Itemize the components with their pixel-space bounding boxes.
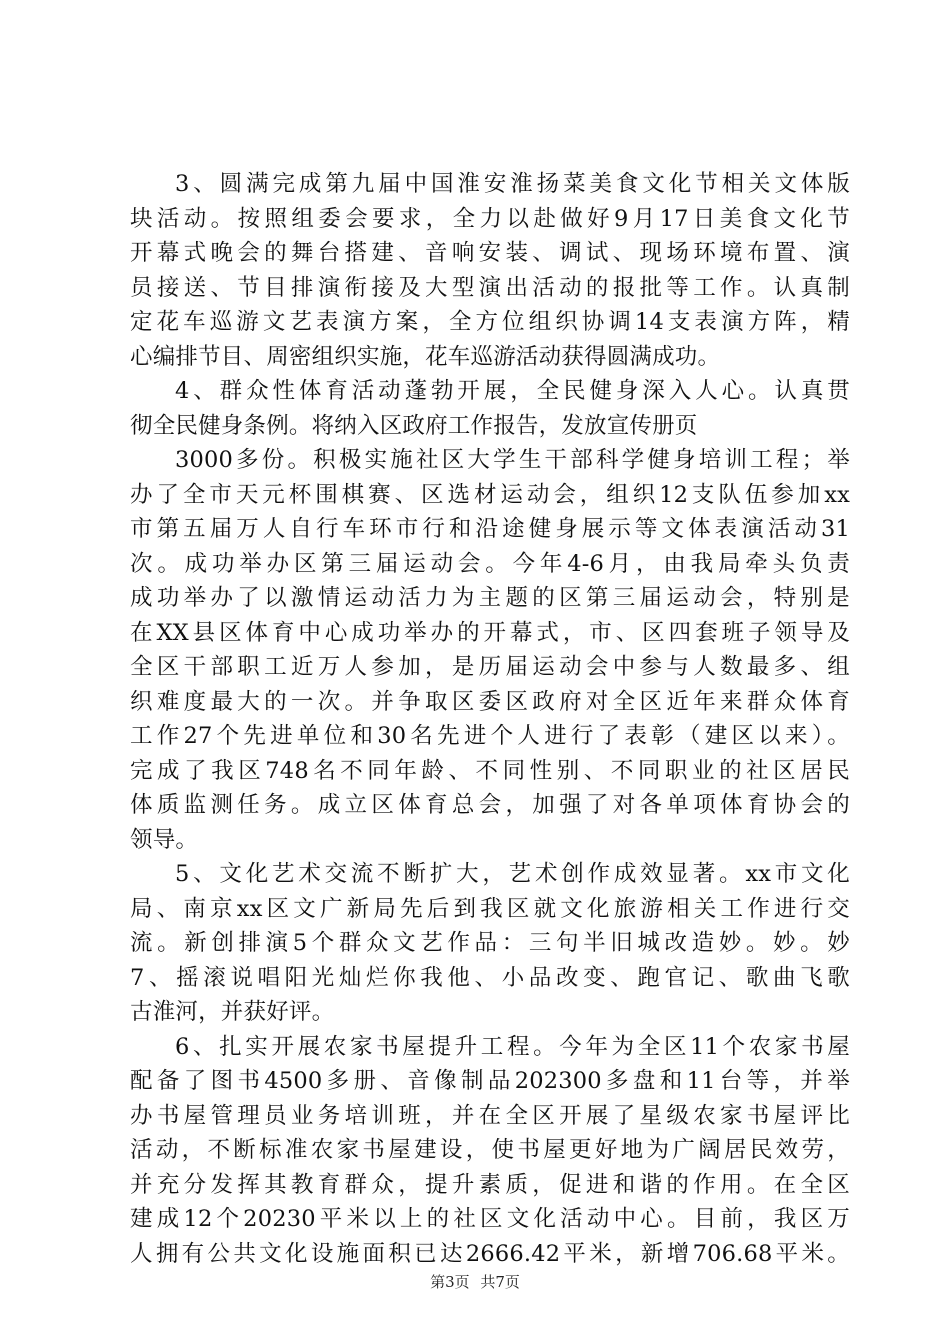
text-line: 办书屋管理员业务培训班，并在全区开展了星级农家书屋评比 (130, 1102, 850, 1129)
text-line: 3000多份。积极实施社区大学生干部科学健身培训工程；举 (175, 447, 850, 473)
text-line: 心编排节目、周密组织实施，花车巡游活动获得圆满成功。 (130, 343, 721, 370)
text-line: 4、群众性体育活动蓬勃开展，全民健身深入人心。认真贯 (175, 378, 850, 404)
text-line: 活动，不断标准农家书屋建设，使书屋更好地为广阔居民效劳， (130, 1137, 850, 1163)
text-line: 6、扎实开展农家书屋提升工程。今年为全区11个农家书屋 (175, 1033, 850, 1060)
text-line: 次。成功举办区第三届运动会。今年4-6月，由我局牵头负责 (130, 550, 850, 577)
text-line: 开幕式晚会的舞台搭建、音响安装、调试、现场环境布置、演 (130, 240, 850, 266)
paragraph-4 (130, 374, 850, 857)
text-line: 在XX县区体育中心成功举办的开幕式，市、区四套班子领导及 (130, 619, 850, 646)
text-line: 古淮河，并获好评。 (130, 999, 335, 1025)
paragraph-5 (130, 857, 850, 1030)
text-line: 领导。 (130, 826, 199, 853)
text-line: 员接送、节目排演衔接及大型演出活动的报批等工作。认真制 (130, 274, 850, 301)
text-line: 流。新创排演5个群众文艺作品：三句半旧城改造妙。妙。妙 (130, 930, 850, 956)
text-line: 配备了图书4500多册、音像制品202300多盘和11台等，并举 (130, 1068, 850, 1094)
text-line: 人拥有公共文化设施面积已达2666.42平米，新增706.68平米。 (130, 1240, 850, 1267)
text-line: 块活动。按照组委会要求，全力以赴做好9月17日美食文化节 (130, 205, 850, 232)
text-line: 完成了我区748名不同年龄、不同性别、不同职业的社区居民 (130, 757, 850, 784)
text-line: 定花车巡游文艺表演方案，全方位组织协调14支表演方阵，精 (130, 309, 850, 335)
document-body (130, 167, 850, 1271)
text-line: 成功举办了以激情运动活力为主题的区第三届运动会，特别是 (130, 585, 850, 611)
paragraph-6 (130, 1030, 850, 1272)
text-line: 市第五届万人自行车环市行和沿途健身展示等文体表演活动31 (130, 516, 850, 542)
text-line: 局、南京xx区文广新局先后到我区就文化旅游相关工作进行交 (130, 895, 850, 922)
text-line: 工作27个先进单位和30名先进个人进行了表彰（建区以来）。 (130, 723, 850, 749)
text-line: 并充分发挥其教育群众，提升素质，促进和谐的作用。在全区 (130, 1171, 850, 1198)
text-line: 彻全民健身条例。将纳入区政府工作报告，发放宣传册页 (130, 412, 698, 439)
text-line: 5、文化艺术交流不断扩大，艺术创作成效显著。xx市文化 (175, 861, 850, 887)
text-line: 全区干部职工近万人参加，是历届运动会中参与人数最多、组 (130, 654, 850, 680)
text-line: 3、圆满完成第九届中国淮安淮扬菜美食文化节相关文体版 (175, 171, 850, 197)
page-total: 共7页 (480, 1273, 520, 1291)
paragraph-3 (130, 167, 850, 374)
page-footer (0, 1272, 950, 1292)
page-number: 第3页 (430, 1273, 470, 1291)
text-line: 织难度最大的一次。并争取区委区政府对全区近年来群众体育 (130, 688, 850, 715)
text-line: 办了全市天元杯围棋赛、区选材运动会，组织12支队伍参加xx (130, 481, 850, 508)
text-line: 7、摇滚说唱阳光灿烂你我他、小品改变、跑官记、歌曲飞歌 (130, 964, 850, 991)
text-line: 体质监测任务。成立区体育总会，加强了对各单项体育协会的 (130, 792, 850, 818)
text-line: 建成12个20230平米以上的社区文化活动中心。目前，我区万 (130, 1206, 850, 1232)
